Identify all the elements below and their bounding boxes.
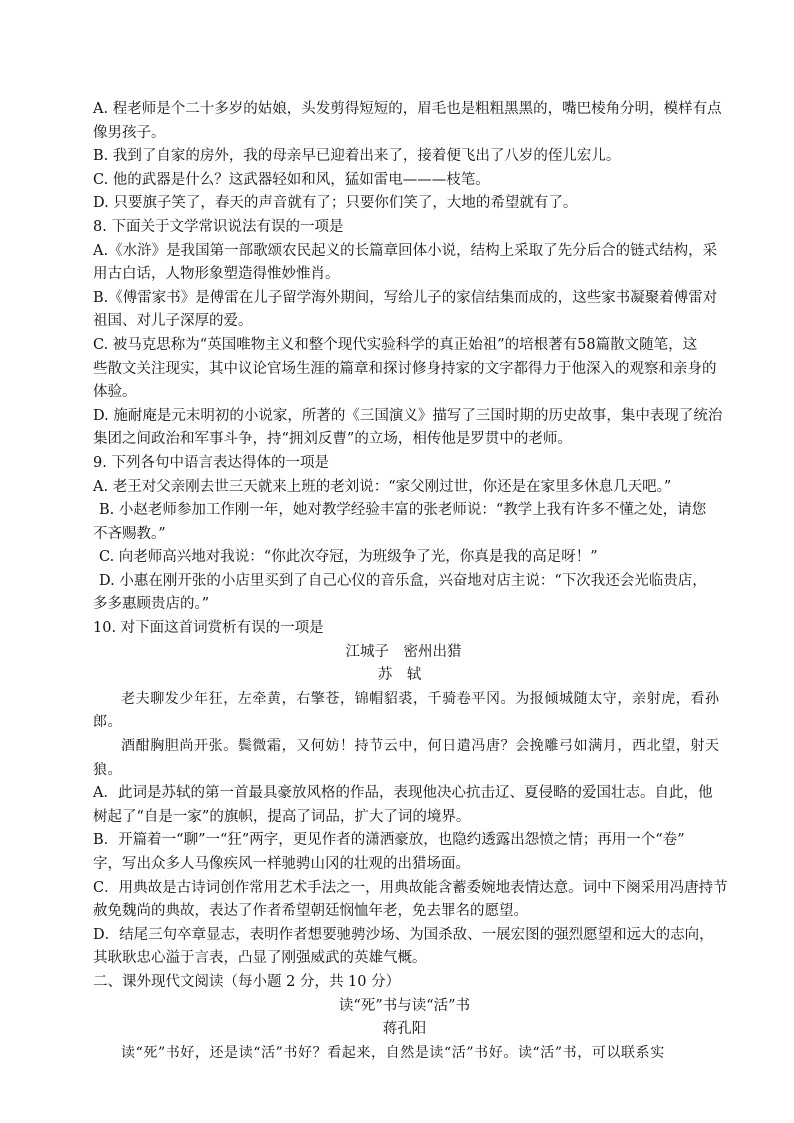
q9-option-b-line1: B. 小赵老师参加工作刚一年，她对教学经验丰富的张老师说：“教学上我有许多不懂之处，请您 (99, 502, 707, 519)
section-2-heading: 二、课外现代文阅读（每小题 2 分，共 10 分） (93, 973, 401, 990)
q8-option-c-line1: C. 被马克思称为“英国唯物主义和整个现代实验科学的真正始祖”的培根著有58篇散文随笔，这 (93, 336, 698, 353)
q9-option-d-line2: 多多惠顾贵店的。” (93, 596, 210, 613)
q8-stem: 8. 下面关于文学常识说法有误的一项是 (93, 218, 344, 235)
q8-option-a-line2: 用古白话，人物形象塑造得惟妙惟肖。 (93, 266, 340, 283)
essay-title: 读“死”书与读“活”书 (338, 997, 471, 1014)
q8-option-b-line1: B.《傅雷家书》是傅雷在儿子留学海外期间，写给儿子的家信结集而成的，这些家书凝聚着傅雷对 (93, 289, 718, 306)
essay-first-line: 读“死”书好，还是读“活”书好？看起来，自然是读“活”书好。读“活”书，可以联系实 (121, 1044, 665, 1061)
poem-author: 苏 轼 (377, 667, 422, 684)
q8-option-d-line2: 集团之间政治和军事斗争，持“拥刘反曹”的立场，相传他是罗贯中的老师。 (93, 431, 572, 448)
q9-option-a: A. 老王对父亲刚去世三天就来上班的老刘说：“家父刚过世，你还是在家里多休息几天吧。” (93, 478, 672, 495)
q9-option-d-line1: D. 小惠在刚开张的小店里买到了自己心仪的音乐盒，兴奋地对店主说：“下次我还会光临贵店， (99, 572, 707, 589)
q8-option-c-line2: 些散文关注现实，其中议论官场生涯的篇章和探讨修身持家的文字都得力于他深入的观察和亲身的 (93, 360, 717, 377)
page-content (93, 98, 728, 1065)
q10-option-d-line2: 其耿耿忠心溢于言表，凸显了刚强威武的英雄气概。 (93, 950, 427, 967)
q10-stem: 10. 对下面这首词赏析有误的一项是 (93, 620, 324, 637)
q7-option-a-line1: A. 程老师是个二十多岁的姑娘，头发剪得短短的，眉毛也是粗粗黑黑的，嘴巴棱角分明，模样有点 (93, 101, 722, 117)
q7-option-d: D. 只要旗子笑了，春天的声音就有了；只要你们笑了，大地的希望就有了。 (93, 195, 578, 212)
poem-title: 江城子 密州出猎 (345, 643, 462, 660)
q10-option-a-line2: 树起了“自是一家”的旗帜，提高了词品，扩大了词的境界。 (93, 808, 471, 825)
q10-option-b-line1: B．开篇着一“聊”一“狂”两字，更见作者的潇洒豪放，也隐约透露出怨愤之情；再用一个“卷” (93, 832, 685, 849)
q9-stem: 9. 下列各句中语言表达得体的一项是 (93, 454, 329, 471)
q10-option-c-line1: C．用典故是古诗词创作常用艺术手法之一，用典故能含蓄委婉地表情达意。词中下阕采用冯唐持节 (93, 879, 728, 896)
poem-line-4: 狼。 (93, 761, 123, 778)
q10-option-d-line1: D．结尾三句卒章显志，表明作者想要驰骋沙场、为国杀敌、一展宏图的强烈愿望和远大的志向， (93, 926, 714, 943)
q8-option-a-line1: A.《水浒》是我国第一部歌颂农民起义的长篇章回体小说，结构上采取了先分后合的链式结构，采 (93, 242, 718, 259)
q8-option-b-line2: 祖国、对儿子深厚的爱。 (93, 313, 253, 330)
q10-option-b-line2: 字，写出众多人马像疾风一样驰骋山冈的壮观的出猎场面。 (93, 856, 470, 872)
q9-option-c: C. 向老师高兴地对我说：“你此次夺冠，为班级争了光，你真是我的高足呀！” (99, 549, 598, 566)
q8-option-c-line3: 体验。 (93, 384, 137, 401)
q7-option-a-line2: 像男孩子。 (93, 124, 166, 141)
poem-line-1: 老夫聊发少年狂，左牵黄，右擎苍，锦帽貂裘，千骑卷平冈。为报倾城随太守，亲射虎，看孙 (121, 690, 720, 707)
q10-option-c-line2: 赦免魏尚的典故，表达了作者希望朝廷悯恤年老，免去罪名的愿望。 (93, 903, 528, 920)
essay-author: 蒋孔阳 (382, 1021, 427, 1038)
q7-option-c: C. 他的武器是什么？这武器轻如和风，猛如雷电———枝笔。 (93, 171, 490, 188)
q7-option-b: B. 我到了自家的房外，我的母亲早已迎着出来了，接着便飞出了八岁的侄儿宏儿。 (93, 148, 621, 165)
poem-line-3: 酒酣胸胆尚开张。鬓微霜，又何妨！持节云中，何日遣冯唐？会挽雕弓如满月，西北望，射天 (121, 738, 720, 755)
q10-option-a-line1: A．此词是苏轼的第一首最具豪放风格的作品，表现他决心抗击辽、夏侵略的爱国壮志。自此，他 (93, 785, 713, 802)
poem-line-2: 郎。 (93, 714, 123, 731)
q8-option-d-line1: D. 施耐庵是元末明初的小说家，所著的《三国演义》描写了三国时期的历史故事，集中表现了统治 (93, 407, 723, 424)
q9-option-b-line2: 不吝赐教。” (93, 525, 166, 542)
